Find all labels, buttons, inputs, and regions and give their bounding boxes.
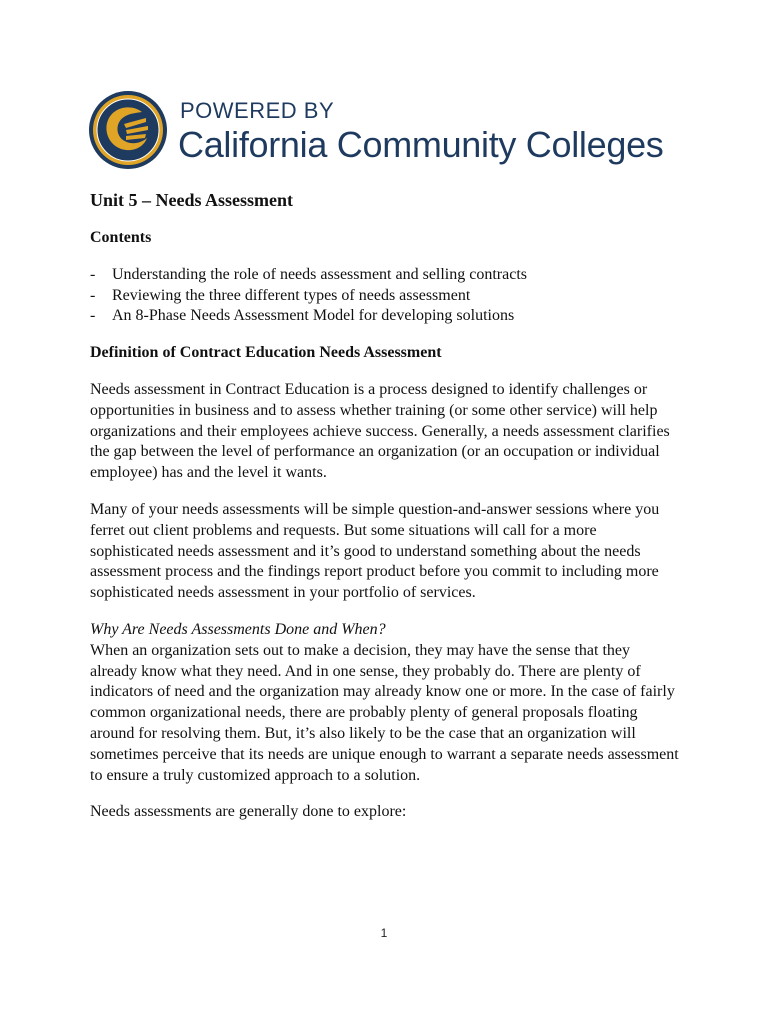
contents-list-item <box>90 265 680 286</box>
paragraph-definition: Needs assessment in Contract Education is a process designed to identify challenges or opportunities in business and to assess whether training (or some other service) will help organizations and their employees achieve success. Generally, a needs assessment clarifies the gap between the level of performance an organization (or an occupation or individual employee) has and the level it wants. <box>90 380 670 482</box>
logo-organization-name: California Community Colleges <box>178 124 664 165</box>
paragraph-explore: Needs assessments are generally done to explore: <box>90 803 407 821</box>
contents-list <box>90 265 680 327</box>
paragraph-simple-sessions: Many of your needs assessments will be simple question-and-answer sessions where you ferret out client problems and requests. But some situations will call for a more sophisticated needs assessment and it’s good to understand something about the needs assessment process and the findings report product before you commit to including more sophisticated needs assessment in your portfolio of services. <box>90 500 660 602</box>
definition-heading: Definition of Contract Education Needs Assessment <box>90 344 442 362</box>
paragraph-why: When an organization sets out to make a decision, they may have the sense that they already know what they need. And in one sense, they probably do. There are plenty of indicators of need and the organization may already know one or more. In the case of fairly common organizational needs, there are probably plenty of general proposals floating around for resolving them. But, it’s also likely to be the case that an organization will sometimes perceive that its needs are unique enough to warrant a separate needs assessment to ensure a truly customized approach to a solution. <box>90 641 679 784</box>
list-marker: - <box>90 286 96 304</box>
contents-item-text: Reviewing the three different types of needs assessment <box>112 286 471 304</box>
why-heading: Why Are Needs Assessments Done and When? <box>90 620 386 638</box>
document-body <box>90 188 680 839</box>
page-number: 1 <box>380 926 388 940</box>
list-marker: - <box>90 307 96 325</box>
contents-heading: Contents <box>90 229 152 246</box>
contents-item-text: An 8-Phase Needs Assessment Model for developing solutions <box>112 307 515 325</box>
unit-title: Unit 5 – Needs Assessment <box>90 190 294 210</box>
contents-item-text: Understanding the role of needs assessment and selling contracts <box>112 265 527 283</box>
california-community-colleges-seal-icon <box>88 90 168 170</box>
contents-list-item <box>90 286 680 307</box>
list-marker: - <box>90 265 96 283</box>
contents-list-item <box>90 306 680 327</box>
logo-banner <box>88 90 688 174</box>
logo-powered-by-text: POWERED BY <box>180 98 335 123</box>
